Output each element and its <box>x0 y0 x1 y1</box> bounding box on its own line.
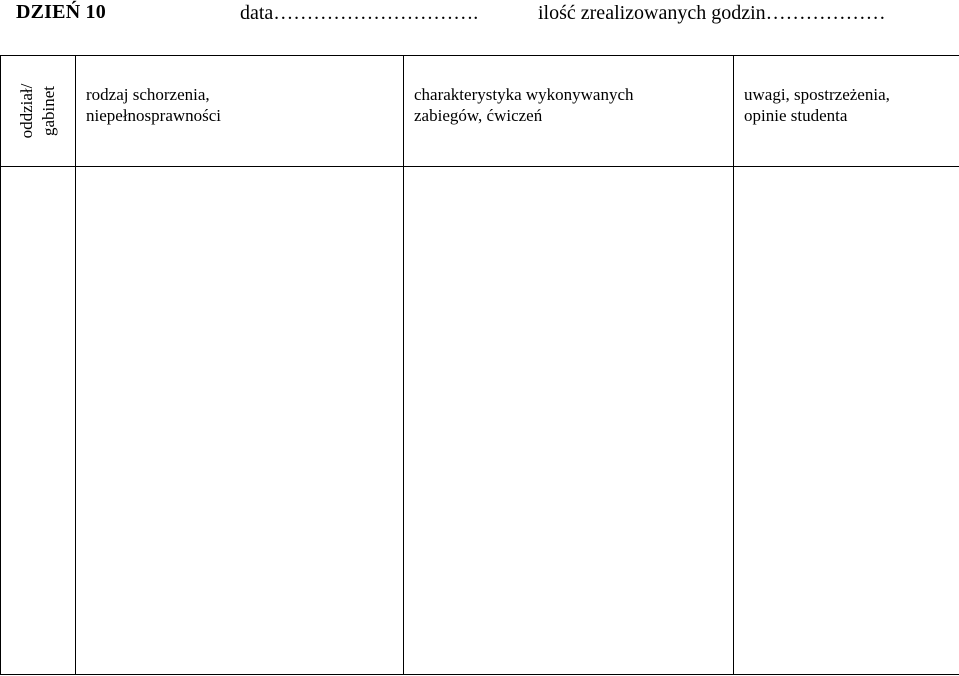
column-header-remarks <box>734 56 959 167</box>
remarks-cell[interactable] <box>734 167 959 675</box>
column-header-unit <box>1 56 76 167</box>
condition-header-line1: rodzaj schorzenia, <box>86 85 210 104</box>
remarks-header-line1: uwagi, spostrzeżenia, <box>744 85 890 104</box>
table-body-row <box>1 167 959 675</box>
page-header <box>0 0 959 40</box>
unit-header-text <box>16 84 60 139</box>
procedures-cell[interactable] <box>404 167 734 675</box>
day-title: DZIEŃ 10 <box>16 1 106 23</box>
hours-field[interactable]: ilość zrealizowanych godzin……………… <box>538 2 886 24</box>
activity-table <box>0 55 959 675</box>
condition-header-line2: niepełnosprawności <box>86 106 222 125</box>
table-header-row <box>1 56 959 167</box>
procedures-header-line2: zabiegów, ćwiczeń <box>414 106 543 125</box>
procedures-header-line1: charakterystyka wykonywanych <box>414 85 634 104</box>
column-header-condition <box>76 56 404 167</box>
condition-cell[interactable] <box>76 167 404 675</box>
unit-cell[interactable] <box>1 167 76 675</box>
unit-header-line1: oddział/ <box>17 83 36 139</box>
column-header-procedures <box>404 56 734 167</box>
remarks-header-line2: opinie studenta <box>744 106 848 125</box>
unit-header-line2: gabinet <box>39 85 58 137</box>
date-field[interactable]: data…………………………. <box>240 2 479 24</box>
